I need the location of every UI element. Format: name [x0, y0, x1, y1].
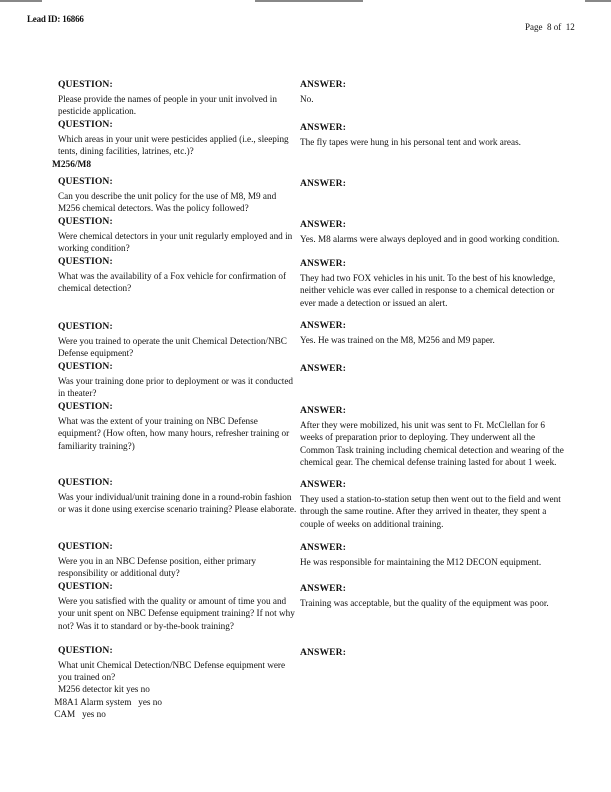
answer-text: The fly tapes were hung in his personal tent and work areas. — [300, 137, 521, 148]
answer-block — [300, 122, 570, 148]
question-text: Were you in an NBC Defense position, either primary responsibility or additional duty? — [58, 556, 257, 579]
question-label: QUESTION: — [58, 119, 113, 130]
question-text: What unit Chemical Detection/NBC Defense equipment were you trained on? — [58, 660, 286, 683]
page-number: Page 8 of 12 — [525, 22, 575, 32]
equipment-option-m8a1: M8A1 Alarm system yes no — [52, 697, 162, 707]
question-label: QUESTION: — [58, 256, 113, 267]
answer-block — [300, 479, 570, 530]
answer-text: Yes. M8 alarms were always deployed and in good working condition. — [300, 234, 560, 245]
question-block — [58, 256, 298, 295]
answer-text: Training was acceptable, but the quality of the equipment was poor. — [300, 598, 549, 609]
question-block — [58, 401, 298, 452]
question-label: QUESTION: — [58, 541, 113, 552]
answer-label: ANSWER: — [300, 647, 347, 658]
question-label: QUESTION: — [58, 176, 113, 187]
answer-text: They had two FOX vehicles in his unit. To the best of his knowledge, neither vehicle was ever called in response to a chemical detection or ever made a detection or issued an alert. — [300, 273, 556, 308]
answer-block — [300, 79, 570, 105]
question-block — [58, 216, 298, 255]
question-block — [58, 541, 298, 580]
question-text: Were you trained to operate the unit Chemical Detection/NBC Defense equipment? — [58, 336, 287, 359]
question-block — [58, 176, 298, 215]
question-label: QUESTION: — [58, 401, 113, 412]
answer-block — [300, 363, 570, 375]
answer-label: ANSWER: — [300, 542, 347, 553]
answer-label: ANSWER: — [300, 122, 347, 133]
answer-label: ANSWER: — [300, 178, 347, 189]
answer-block — [300, 542, 570, 568]
question-label: QUESTION: — [58, 321, 113, 332]
answer-text: Yes. He was trained on the M8, M256 and M9 paper. — [300, 335, 495, 346]
equipment-option-cam: CAM yes no — [52, 709, 106, 719]
question-label: QUESTION: — [58, 216, 113, 227]
question-label: QUESTION: — [58, 581, 113, 592]
question-text: What was the availability of a Fox vehicle for confirmation of chemical detection? — [58, 271, 287, 294]
answer-label: ANSWER: — [300, 219, 347, 230]
question-label: QUESTION: — [58, 79, 113, 90]
answer-text: After they were mobilized, his unit was sent to Ft. McClellan for 6 weeks of preparation prior to deploying. They underwent all the Common Task training including chemical detection and wearing of the chemical gear. The chemical defense training lasted for about 1 week. — [300, 420, 564, 467]
answer-label: ANSWER: — [300, 320, 347, 331]
answer-block — [300, 178, 570, 190]
scan-artifact-center — [255, 0, 363, 2]
scan-artifact-right — [585, 0, 611, 2]
question-text: Were chemical detectors in your unit regularly employed and in working condition? — [58, 231, 293, 254]
answer-label: ANSWER: — [300, 405, 347, 416]
question-block — [58, 645, 298, 684]
question-label: QUESTION: — [58, 361, 113, 372]
equipment-option-m256: M256 detector kit yes no — [58, 684, 150, 694]
question-text: Was your individual/unit training done in a round-robin fashion or was it done using exercise scenario training? Please elaborate. — [58, 492, 297, 515]
question-block — [58, 321, 298, 360]
answer-block — [300, 258, 570, 309]
scan-artifact-left — [0, 0, 42, 2]
question-text: Was your training done prior to deployment or was it conducted in theater? — [58, 376, 294, 399]
section-heading: M256/M8 — [52, 160, 92, 170]
question-text: Which areas in your unit were pesticides applied (i.e., sleeping tents, dining facilities, latrines, etc.)? — [58, 134, 289, 157]
question-label: QUESTION: — [58, 645, 113, 656]
answer-label: ANSWER: — [300, 479, 347, 490]
answer-label: ANSWER: — [300, 363, 347, 374]
question-block — [58, 119, 298, 158]
answer-text: No. — [300, 94, 314, 105]
question-label: QUESTION: — [58, 477, 113, 488]
question-text: What was the extent of your training on NBC Defense equipment? (How often, how many hours, refresher training or familiarity training?) — [58, 416, 290, 451]
answer-block — [300, 583, 570, 609]
question-block — [58, 79, 298, 118]
answer-label: ANSWER: — [300, 583, 347, 594]
answer-label: ANSWER: — [300, 79, 347, 90]
lead-id: Lead ID: 16866 — [27, 14, 84, 24]
question-block — [58, 581, 298, 632]
answer-label: ANSWER: — [300, 258, 347, 269]
answer-block — [300, 647, 570, 659]
question-block — [58, 477, 298, 516]
answer-block — [300, 405, 570, 468]
answer-block — [300, 219, 570, 245]
answer-text: They used a station-to-station setup then went out to the field and went through the same routine. After they arrived in theater, they spent a couple of weeks on additional training. — [300, 494, 561, 529]
question-block — [58, 361, 298, 400]
answer-block — [300, 320, 570, 346]
question-text: Can you describe the unit policy for the use of M8, M9 and M256 chemical detectors. Was the policy followed? — [58, 191, 277, 214]
question-text: Were you satisfied with the quality or amount of time you and your unit spent on NBC Defense equipment training? If not why not? Was it to standard or by-the-book training? — [58, 596, 295, 631]
answer-text: He was responsible for maintaining the M12 DECON equipment. — [300, 557, 542, 568]
question-text: Please provide the names of people in your unit involved in pesticide application. — [58, 94, 277, 117]
